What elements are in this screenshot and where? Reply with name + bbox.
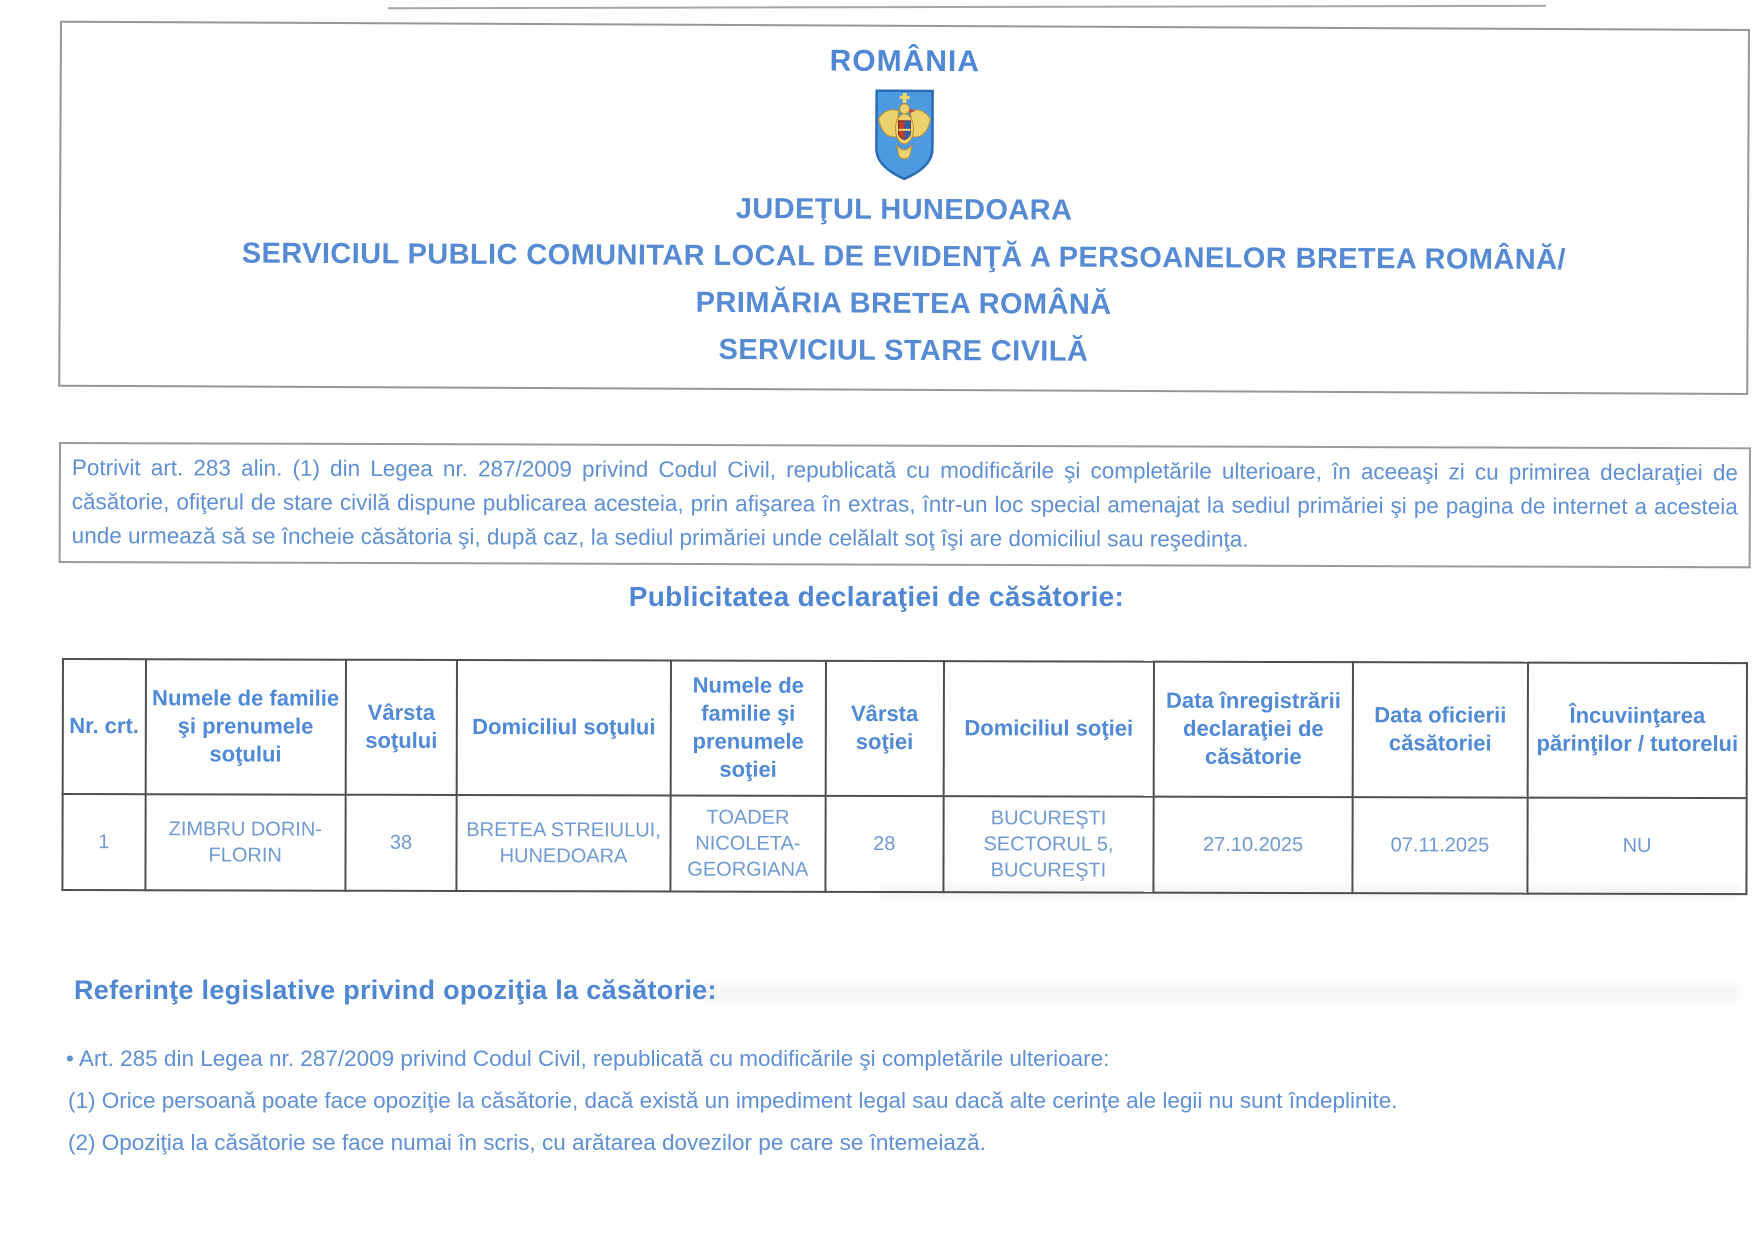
cell-ceremony-date: 07.11.2025 bbox=[1352, 797, 1527, 893]
scan-artifact-line bbox=[388, 5, 1546, 9]
country-title: ROMÂNIA bbox=[829, 44, 981, 79]
col-header-wife-domicile: Domiciliul soţiei bbox=[943, 661, 1154, 796]
publicity-section-title: Publicitatea declaraţiei de căsătorie: bbox=[628, 581, 1125, 612]
cell-husband-name: ZIMBRU DORIN-FLORIN bbox=[145, 794, 346, 890]
marriage-declaration-table bbox=[61, 658, 1748, 895]
cell-wife-age: 28 bbox=[825, 795, 943, 891]
cell-registration-date: 27.10.2025 bbox=[1154, 796, 1353, 892]
col-header-husband-name: Numele de familie şi prenumele soţului bbox=[145, 659, 346, 794]
reference-item-art285: • Art. 285 din Legea nr. 287/2009 privind Codul Civil, republicată cu modificările şi completările ulterioare: bbox=[66, 1046, 1110, 1071]
col-header-husband-age: Vârsta soţului bbox=[346, 660, 457, 795]
cell-husband-age: 38 bbox=[345, 794, 456, 890]
cell-wife-domicile: BUCUREŞTI SECTORUL 5, BUCUREŞTI bbox=[943, 796, 1154, 893]
col-header-nr-crt: Nr. crt. bbox=[63, 659, 146, 794]
header-line-serviciul-public: SERVICIUL PUBLIC COMUNITAR LOCAL DE EVIDENŢĂ A PERSOANELOR BRETEA ROMÂNĂ/ bbox=[241, 237, 1566, 277]
reference-item-alin1: (1) Orice persoană poate face opoziţie la căsătorie, dacă există un impediment legal sau dacă alte cerinţe ale legii nu sunt îndeplinite. bbox=[68, 1088, 1398, 1113]
cell-husband-domicile: BRETEA STREIULUI, HUNEDOARA bbox=[456, 795, 670, 892]
cell-nr-crt: 1 bbox=[62, 794, 145, 890]
header-line-judet: JUDEŢUL HUNEDOARA bbox=[735, 193, 1073, 227]
col-header-wife-age: Vârsta soţiei bbox=[825, 661, 943, 796]
cell-parental-consent: NU bbox=[1527, 797, 1746, 894]
col-header-ceremony-date: Data oficierii căsătoriei bbox=[1353, 662, 1528, 797]
legal-intro-text: Potrivit art. 283 alin. (1) din Legea nr. 287/2009 privind Codul Civil, republicată cu modificările şi completările ulterioare, în aceeaşi zi cu primirea declaraţiei de căsătorie, ofiţerul de stare civilă dispune publicarea acesteia, prin afişarea în extras, într-un loc special amenajat la sediul primăriei şi pe pagina de internet a acesteia unde urmează să se încheie căsătoria şi, după caz, la sediul primăriei unde celălalt soţ îşi are domiciliul sau reşedinţa. bbox=[71, 455, 1738, 552]
header-line-stare-civila: SERVICIUL STARE CIVILĂ bbox=[718, 333, 1089, 368]
col-header-parental-consent: Încuviinţarea părinţilor / tutorelui bbox=[1528, 663, 1747, 798]
table-data-row bbox=[62, 794, 1746, 894]
table-header-row bbox=[63, 659, 1747, 798]
scan-artifact bbox=[700, 984, 1740, 1002]
col-header-wife-name: Numele de familie şi prenumele soţiei bbox=[671, 660, 826, 795]
reference-item-alin2: (2) Opoziţia la căsătorie se face numai în scris, cu arătarea dovezilor pe care se întemeiază. bbox=[68, 1130, 986, 1155]
cell-wife-name: TOADER NICOLETA-GEORGIANA bbox=[670, 795, 825, 891]
col-header-husband-domicile: Domiciliul soţului bbox=[457, 660, 671, 795]
col-header-registration-date: Data înregistrării declaraţiei de căsătorie bbox=[1154, 662, 1353, 797]
institution-header-box bbox=[58, 21, 1750, 395]
header-line-primaria: PRIMĂRIA BRETEA ROMÂNĂ bbox=[695, 286, 1112, 321]
legal-intro-box bbox=[59, 442, 1751, 569]
romania-coat-of-arms-icon bbox=[871, 87, 937, 183]
references-title: Referinţe legislative privind opoziţia la căsătorie: bbox=[74, 975, 717, 1005]
